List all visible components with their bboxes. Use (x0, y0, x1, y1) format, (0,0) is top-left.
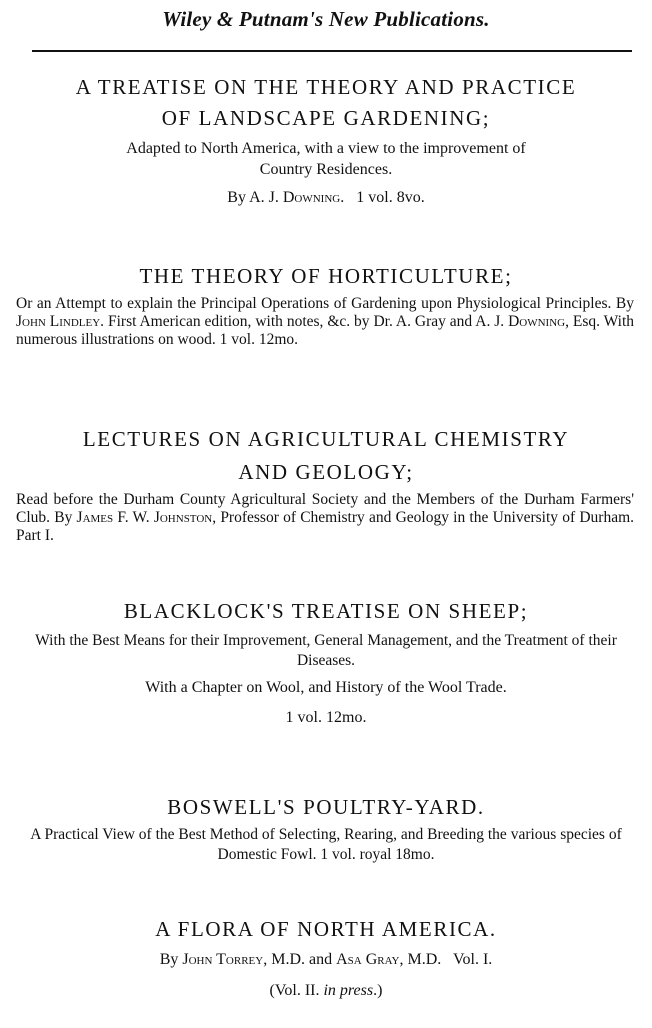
entry-treatise-on-sheep (0, 596, 652, 728)
page-header: Wiley & Putnam's New Publications. (162, 7, 490, 31)
entry-title: BOSWELL'S POULTRY-YARD. (167, 795, 485, 819)
by-prefix: By A. J. (227, 189, 279, 206)
desc-part: First American edition, with notes, &c. by Dr. A. Gray and A. J. (107, 313, 505, 330)
entry-description (16, 295, 634, 349)
entry-note (0, 980, 652, 1001)
entry-title-cont: OF LANDSCAPE GARDENING; (161, 106, 491, 130)
entry-title: BLACKLOCK'S TREATISE ON SHEEP; (123, 599, 529, 623)
degree: M.D. and (271, 951, 333, 968)
entry-description (16, 491, 634, 545)
author-name: Downing, (508, 313, 569, 330)
author-name: John Lindley. (16, 313, 105, 330)
desc-part: Read before the Durham County Agricultural Society and the Members of the Durham Farmers' Club. By (16, 491, 634, 526)
desc-part: Esq. With numerous illustrations on wood. 1 vol. 12mo. (16, 313, 635, 348)
note-close: .) (373, 982, 383, 999)
note-open: (Vol. II. (269, 982, 320, 999)
entry-extra: With a Chapter on Wool, and History of the Wool Trade. (145, 679, 507, 696)
volume-format: 1 vol. 8vo. (356, 189, 425, 206)
entry-description: A Practical View of the Best Method of Selecting, Rearing, and Breeding the various species of Domestic Fowl. 1 vol. royal 18mo. (30, 826, 622, 863)
header-rule (32, 50, 632, 52)
entry-horticulture (0, 261, 652, 349)
by-prefix: By (159, 951, 179, 968)
entry-description-cont: Country Residences. (259, 161, 393, 178)
entry-title: THE THEORY OF HORTICULTURE; (139, 264, 513, 288)
entry-landscape-gardening (0, 72, 652, 208)
volume-label: Vol. I. (453, 951, 493, 968)
author-name: James F. W. Johnston, (76, 509, 217, 526)
entry-title: LECTURES ON AGRICULTURAL CHEMISTRY (82, 427, 570, 451)
note-italic: in press (323, 982, 374, 999)
desc-part: Professor of Chemistry and Geology in the University of Durham. Part I. (16, 509, 635, 544)
author-name: Downing. (282, 189, 345, 206)
author-name: Asa Gray, (336, 951, 404, 968)
entry-description: With the Best Means for their Improvement, General Management, and the Treatment of their Diseases. (35, 632, 617, 669)
desc-part: Or an Attempt to explain the Principal Operations of Gardening upon Physiological Principles. By (16, 295, 634, 312)
entry-title: A FLORA OF NORTH AMERICA. (155, 917, 497, 941)
entry-byline (0, 187, 652, 208)
entry-byline (0, 949, 652, 970)
entry-flora-of-north-america (0, 914, 652, 1001)
degree: M.D. (407, 951, 442, 968)
entry-poultry-yard (0, 792, 652, 865)
author-name: John Torrey, (182, 951, 268, 968)
entry-agricultural-chemistry (0, 424, 652, 545)
volume-format: 1 vol. 12mo. (285, 709, 367, 726)
entry-title-cont: AND GEOLOGY; (238, 460, 414, 484)
entry-title: A TREATISE ON THE THEORY AND PRACTICE (75, 75, 577, 99)
entry-description: Adapted to North America, with a view to the improvement of (126, 140, 526, 157)
